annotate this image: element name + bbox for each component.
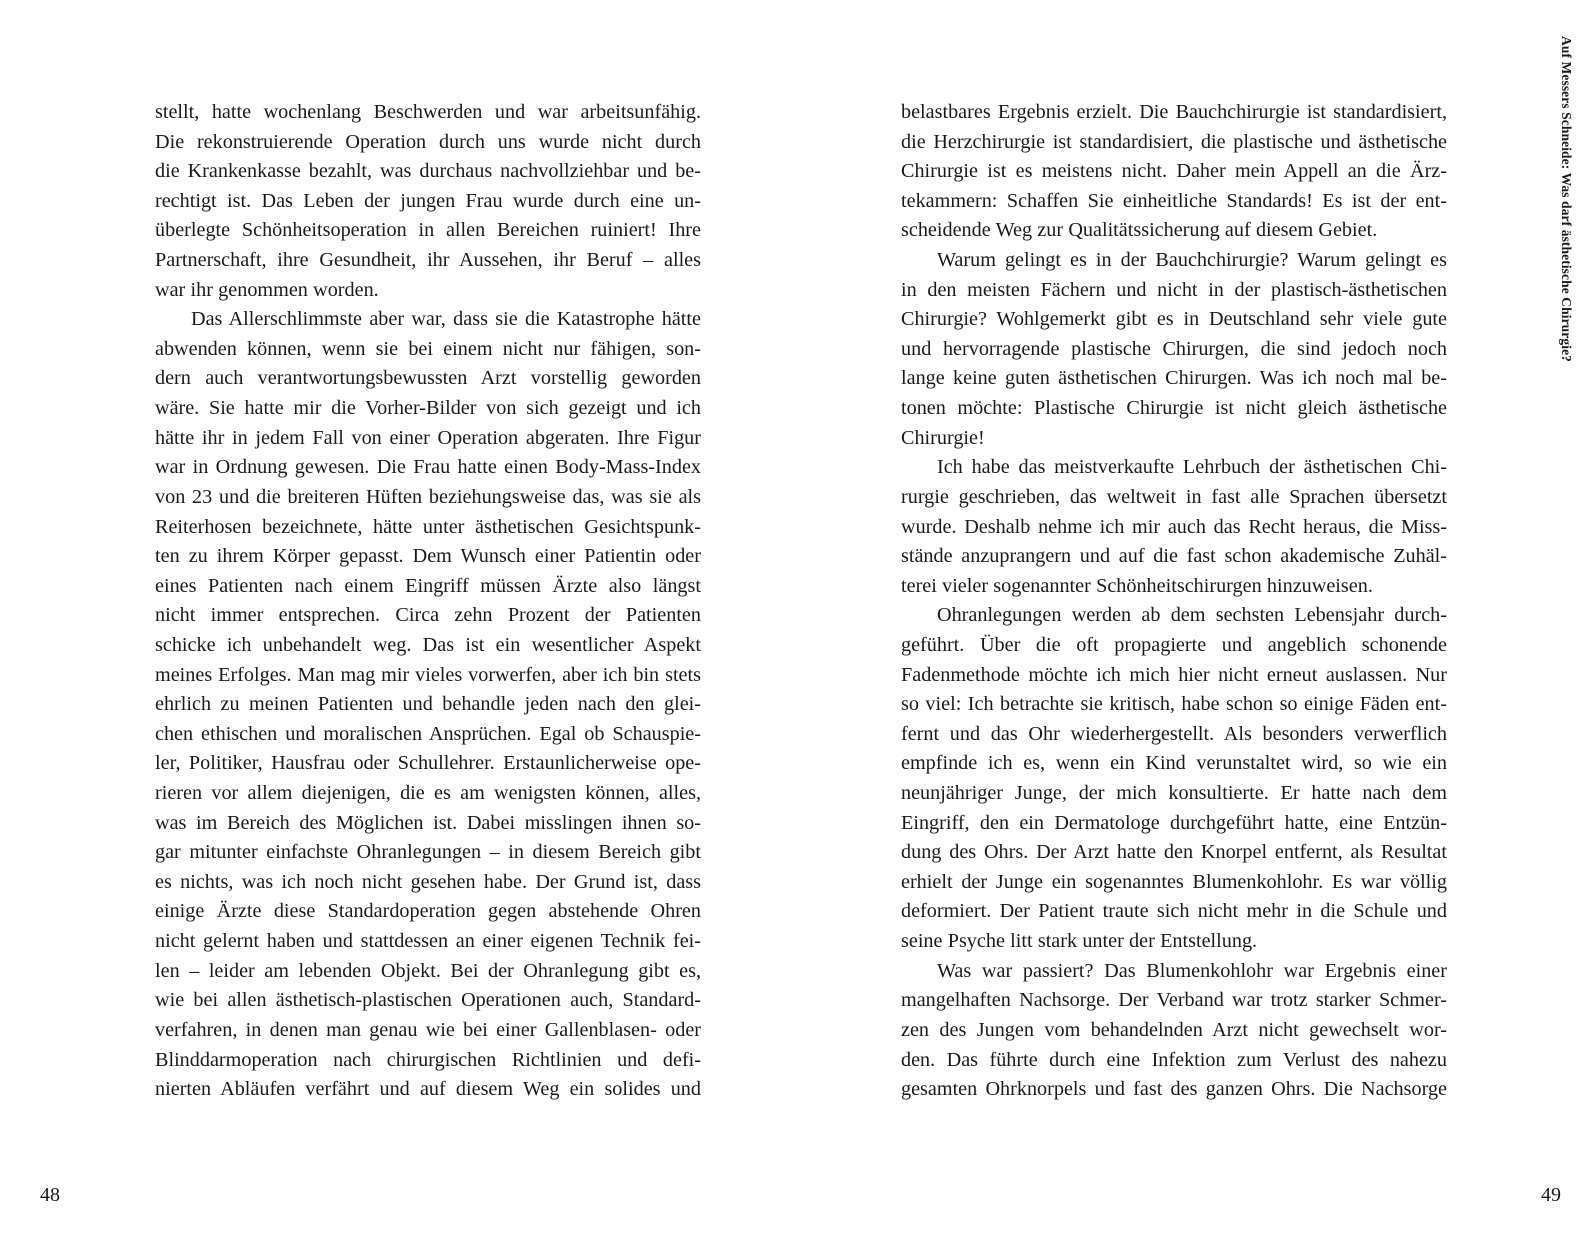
text-line: zen des Jungen vom behandelnden Arzt nicht gewechselt wor- bbox=[901, 1018, 1447, 1041]
text-line: war ihr genommen worden. bbox=[155, 278, 379, 301]
text-line: Fadenmethode möchte ich mich hier nicht erneut auslassen. Nur bbox=[901, 663, 1447, 686]
text-line: überlegte Schönheitsoperation in allen Bereichen ruiniert! Ihre bbox=[155, 219, 701, 242]
text-line: einige Ärzte diese Standardoperation gegen abstehende Ohren bbox=[155, 900, 701, 923]
text-line: stände anzuprangern und auf die fast schon akademische Zuhäl- bbox=[901, 545, 1447, 568]
text-line: nicht gelernt haben und stattdessen an einer eigenen Technik fei- bbox=[155, 930, 701, 953]
text-line: terei vieler sogenannter Schönheitschirurgen hinzuweisen. bbox=[901, 574, 1373, 597]
text-line: ehrlich zu meinen Patienten und behandle jeden nach den glei- bbox=[155, 693, 701, 716]
text-line: rechtigt ist. Das Leben der jungen Frau wurde durch eine un- bbox=[155, 189, 701, 212]
text-line: fernt und das Ohr wiederhergestellt. Als besonders verwerflich bbox=[901, 722, 1447, 745]
text-line: Warum gelingt es in der Bauchchirurgie? Warum gelingt es bbox=[937, 249, 1447, 272]
text-line: und hervorragende plastische Chirurgen, die sind jedoch noch bbox=[901, 337, 1447, 360]
text-line: tonen möchte: Plastische Chirurgie ist nicht gleich ästhetische bbox=[901, 397, 1447, 420]
text-line: lange keine guten ästhetischen Chirurgen. Was ich noch mal be- bbox=[901, 367, 1447, 390]
text-line: neunjähriger Junge, der mich konsultierte. Er hatte nach dem bbox=[901, 782, 1447, 805]
text-line: Chirurgie ist es meistens nicht. Daher mein Appell an die Ärz- bbox=[901, 160, 1447, 183]
text-line: empfinde ich es, wenn ein Kind verunstaltet wird, so wie ein bbox=[901, 752, 1447, 775]
text-line: gesamten Ohrknorpels und fast des ganzen Ohrs. Die Nachsorge bbox=[901, 1078, 1447, 1101]
text-line: Partnerschaft, ihre Gesundheit, ihr Aussehen, ihr Beruf – alles bbox=[155, 249, 701, 272]
text-line: hätte ihr in jedem Fall von einer Operation abgeraten. Ihre Figur bbox=[155, 426, 701, 449]
text-line: geführt. Über die oft propagierte und angeblich schonende bbox=[901, 633, 1447, 656]
text-line: Was war passiert? Das Blumenkohlohr war Ergebnis einer bbox=[937, 959, 1447, 982]
text-line: gar mitunter einfachste Ohranlegungen – in diesem Bereich gibt bbox=[155, 841, 701, 864]
text-line: dung des Ohrs. Der Arzt hatte den Knorpel entfernt, als Resultat bbox=[901, 841, 1447, 864]
text-line: mangelhaften Nachsorge. Der Verband war trotz starker Schmer- bbox=[901, 989, 1447, 1012]
text-line: in den meisten Fächern und nicht in der plastisch-ästhetischen bbox=[901, 278, 1447, 301]
text-line: wie bei allen ästhetisch-plastischen Operationen auch, Standard- bbox=[155, 989, 701, 1012]
running-header-text: Auf Messers Schneide: Was darf ästhetische Chirurgie? bbox=[1559, 36, 1574, 363]
text-line: was im Bereich des Möglichen ist. Dabei misslingen ihnen so- bbox=[155, 811, 701, 834]
text-line: Chirurgie? Wohlgemerkt gibt es in Deutschland sehr viele gute bbox=[901, 308, 1447, 331]
text-line: Chirurgie! bbox=[901, 426, 985, 449]
text-line: Ich habe das meistverkaufte Lehrbuch der ästhetischen Chi- bbox=[937, 456, 1447, 479]
text-line: meines Erfolges. Man mag mir vieles vorwerfen, aber ich bin stets bbox=[155, 663, 701, 686]
right-page-body-text bbox=[901, 98, 1447, 1105]
right-page-number: 49 bbox=[1541, 1184, 1561, 1206]
text-line: verfahren, in denen man genau wie bei einer Gallenblasen- oder bbox=[155, 1018, 701, 1041]
text-line: Das Allerschlimmste aber war, dass sie die Katastrophe hätte bbox=[191, 308, 701, 331]
running-header bbox=[1555, 36, 1577, 396]
text-line: eines Patienten nach einem Eingriff müssen Ärzte also längst bbox=[155, 574, 701, 597]
text-line: den. Das führte durch eine Infektion zum Verlust des nahezu bbox=[901, 1048, 1447, 1071]
text-line: war in Ordnung gewesen. Die Frau hatte einen Body-Mass-Index bbox=[155, 456, 701, 479]
text-line: die Krankenkasse bezahlt, was durchaus nachvollziehbar und be- bbox=[155, 160, 701, 183]
left-page-body-text bbox=[155, 98, 701, 1105]
text-line: erhielt der Junge ein sogenanntes Blumenkohlohr. Es war völlig bbox=[901, 870, 1447, 893]
text-line: schicke ich unbehandelt weg. Das ist ein wesentlicher Aspekt bbox=[155, 633, 701, 656]
text-line: scheidende Weg zur Qualitätssicherung auf diesem Gebiet. bbox=[901, 219, 1378, 242]
text-line: wäre. Sie hatte mir die Vorher-Bilder von sich gezeigt und ich bbox=[155, 397, 701, 420]
text-line: abwenden können, wenn sie bei einem nicht nur fähigen, son- bbox=[155, 337, 701, 360]
left-page-number: 48 bbox=[40, 1184, 60, 1206]
text-line: chen ethischen und moralischen Ansprüchen. Egal ob Schauspie- bbox=[155, 722, 701, 745]
text-line: tekammern: Schaffen Sie einheitliche Standards! Es ist der ent- bbox=[901, 189, 1447, 212]
text-line: Reiterhosen bezeichnete, hätte unter ästhetischen Gesichtspunk- bbox=[155, 515, 701, 538]
text-line: len – leider am lebenden Objekt. Bei der Ohranlegung gibt es, bbox=[155, 959, 701, 982]
text-line: so viel: Ich betrachte sie kritisch, habe schon so einige Fäden ent- bbox=[901, 693, 1447, 716]
text-line: Blinddarmoperation nach chirurgischen Richtlinien und defi- bbox=[155, 1048, 701, 1071]
text-line: ten zu ihrem Körper gepasst. Dem Wunsch einer Patientin oder bbox=[155, 545, 701, 568]
text-line: die Herzchirurgie ist standardisiert, die plastische und ästhetische bbox=[901, 130, 1447, 153]
text-line: rieren vor allem diejenigen, die es am wenigsten können, alles, bbox=[155, 782, 701, 805]
text-line: Ohranlegungen werden ab dem sechsten Lebensjahr durch- bbox=[937, 604, 1447, 627]
text-line: nierten Abläufen verfährt und auf diesem Weg ein solides und bbox=[155, 1078, 701, 1101]
text-line: nicht immer entsprechen. Circa zehn Prozent der Patienten bbox=[155, 604, 701, 627]
text-line: Eingriff, den ein Dermatologe durchgeführt hatte, eine Entzün- bbox=[901, 811, 1447, 834]
text-line: Die rekonstruierende Operation durch uns wurde nicht durch bbox=[155, 130, 701, 153]
text-line: stellt, hatte wochenlang Beschwerden und war arbeitsunfähig. bbox=[155, 101, 701, 123]
text-line: es nichts, was ich noch nicht gesehen habe. Der Grund ist, dass bbox=[155, 870, 701, 893]
text-line: seine Psyche litt stark unter der Entstellung. bbox=[901, 930, 1258, 953]
text-line: deformiert. Der Patient traute sich nicht mehr in die Schule und bbox=[901, 900, 1447, 923]
right-page bbox=[797, 0, 1594, 1240]
text-line: rurgie geschrieben, das weltweit in fast alle Sprachen übersetzt bbox=[901, 485, 1447, 508]
text-line: dern auch verantwortungsbewussten Arzt vorstellig geworden bbox=[155, 367, 701, 390]
text-line: belastbares Ergebnis erzielt. Die Bauchchirurgie ist standardisiert, bbox=[901, 101, 1447, 123]
text-line: ler, Politiker, Hausfrau oder Schullehrer. Erstaunlicherweise ope- bbox=[155, 752, 701, 775]
text-line: wurde. Deshalb nehme ich mir auch das Recht heraus, die Miss- bbox=[901, 515, 1447, 538]
text-line: von 23 und die breiteren Hüften beziehungsweise das, was sie als bbox=[155, 485, 701, 508]
